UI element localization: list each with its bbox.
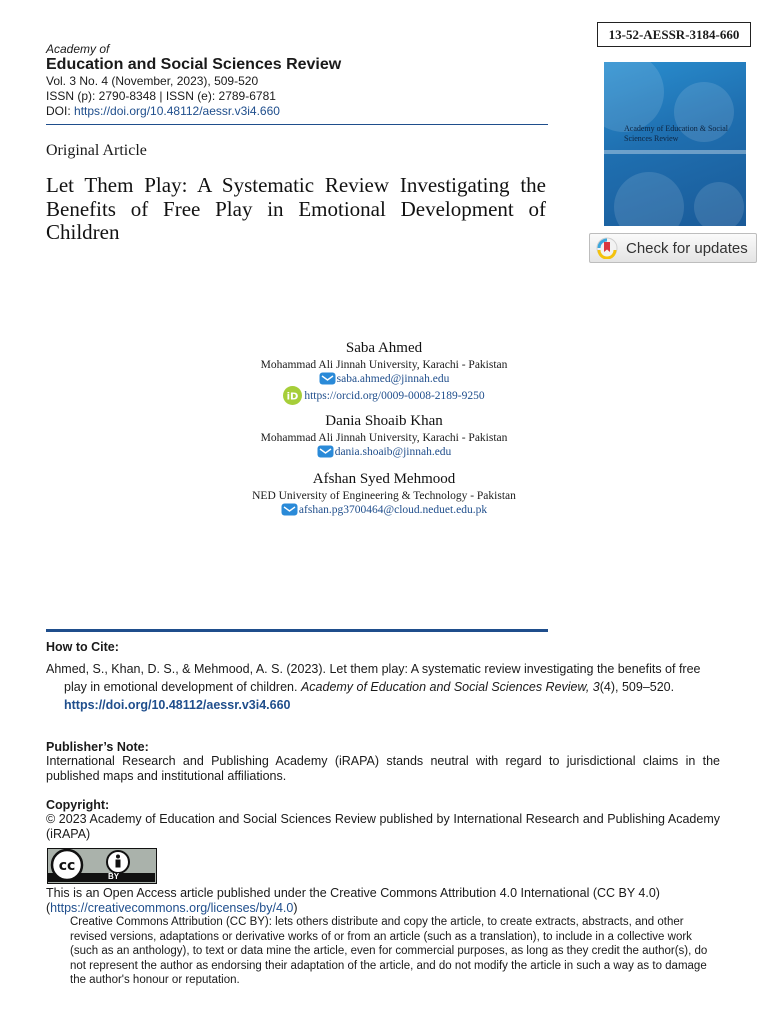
journal-volume: Vol. 3 No. 4 (November, 2023), 509-520	[46, 74, 259, 88]
author-affiliation: NED University of Engineering & Technology - Pakistan	[252, 490, 516, 502]
article-type: Original Article	[46, 142, 147, 159]
author-orcid-link[interactable]: https://orcid.org/0009-0008-2189-9250	[304, 389, 485, 402]
cite-doi-link[interactable]: https://doi.org/10.48112/aessr.v3i4.660	[64, 698, 291, 712]
article-title: Let Them Play: A Systematic Review Investigating the Benefits of Free Play in Emotional Development of Children	[46, 173, 546, 244]
journal-name: Education and Social Sciences Review	[46, 56, 342, 73]
author-name: Dania Shoaib Khan	[325, 413, 443, 429]
cover-band	[604, 150, 746, 154]
author-affiliation: Mohammad Ali Jinnah University, Karachi - Pakistan	[260, 432, 508, 444]
author-email-line	[0, 503, 768, 516]
email-icon	[317, 445, 334, 458]
cover-decor	[604, 62, 664, 132]
cite-text	[46, 660, 726, 696]
svg-text:cc: cc	[58, 858, 76, 874]
publisher-note-text: International Research and Publishing Academy (iRAPA) stands neutral with regard to jurisdictional claims in the published maps and institutional affiliations.	[46, 754, 720, 783]
author-email-line	[0, 445, 768, 458]
cite-line-2	[46, 678, 726, 696]
cover-decor	[694, 182, 744, 226]
author-email-line	[0, 372, 768, 385]
author-email-link[interactable]: afshan.pg3700464@cloud.neduet.edu.pk	[298, 503, 488, 516]
section-divider	[46, 629, 548, 632]
cite-line-1: Ahmed, S., Khan, D. S., & Mehmood, A. S. (2023). Let them play: A systematic review investigating the benefits of free	[46, 662, 701, 676]
cite-heading: How to Cite:	[46, 640, 119, 654]
license-url-link[interactable]: https://creativecommons.org/licenses/by/4.0	[50, 901, 294, 915]
author-saba-ahmed	[0, 340, 768, 405]
cover-title: Academy of Education & Social Sciences Review	[624, 124, 728, 143]
author-name: Afshan Syed Mehmood	[312, 471, 456, 487]
copyright-heading: Copyright:	[46, 798, 110, 812]
publisher-note-heading: Publisher’s Note:	[46, 740, 149, 754]
copyright-text: © 2023 Academy of Education and Social Sciences Review published by International Research and Publishing Academy (iRAPA)	[46, 812, 720, 841]
cite-line-2-plain: play in emotional development of children.	[64, 680, 301, 694]
check-for-updates-button[interactable]	[589, 233, 757, 263]
journal-doi	[46, 104, 280, 118]
license-text: This is an Open Access article published under the Creative Commons Attribution 4.0 International (CC BY 4.0) (https://creativecommons.org/licenses/by/4.0)	[46, 886, 660, 915]
cc-by-label: BY	[108, 872, 120, 881]
journal-cover-image	[604, 62, 746, 226]
cite-line-2-tail: (4), 509–520.	[599, 680, 675, 694]
license-detail-text: Creative Commons Attribution (CC BY): lets others distribute and copy the article, to create extracts, abstracts, and other revised versions, adaptations or derivative works of or from an article (such as a translation), to include in a collective work (such as an anthology), to text or data mine the article, even for commercial purposes, as long as they credit the author(s), do not represent the author as endorsing their adaptation of the article, and do not modify the article in such a way as to damage the author's honour or reputation.	[70, 916, 708, 986]
crossmark-icon	[596, 237, 618, 259]
svg-text:iD: iD	[286, 391, 299, 403]
license-statement: This is an Open Access article published under the Creative Commons Attribution 4.0 International (CC BY 4.0)	[46, 886, 660, 900]
header-divider	[46, 124, 548, 125]
author-orcid-line	[0, 386, 768, 405]
email-icon	[281, 503, 298, 516]
author-dania-shoaib-khan	[0, 413, 768, 458]
cc-by-license-badge[interactable]	[47, 848, 157, 884]
author-email-link[interactable]: saba.ahmed@jinnah.edu	[336, 372, 450, 385]
author-email-link[interactable]: dania.shoaib@jinnah.edu	[334, 445, 452, 458]
doi-link[interactable]: https://doi.org/10.48112/aessr.v3i4.660	[74, 104, 280, 118]
doi-label: DOI:	[46, 104, 75, 118]
article-code-box: 13-52-AESSR-3184-660	[597, 22, 751, 47]
author-afshan-syed-mehmood	[0, 471, 768, 516]
author-name: Saba Ahmed	[345, 340, 423, 356]
journal-of-label: Academy of	[46, 42, 110, 56]
orcid-icon	[283, 386, 302, 405]
cc-by-badge-graphic	[48, 849, 155, 882]
cover-decor	[614, 172, 684, 226]
journal-issn: ISSN (p): 2790-8348 | ISSN (e): 2789-6781	[46, 89, 276, 103]
author-affiliation: Mohammad Ali Jinnah University, Karachi - Pakistan	[260, 359, 508, 371]
check-for-updates-label: Check for updates	[626, 239, 748, 257]
email-icon	[319, 372, 336, 385]
cite-journal-italic: Academy of Education and Social Sciences Review, 3	[300, 680, 600, 694]
